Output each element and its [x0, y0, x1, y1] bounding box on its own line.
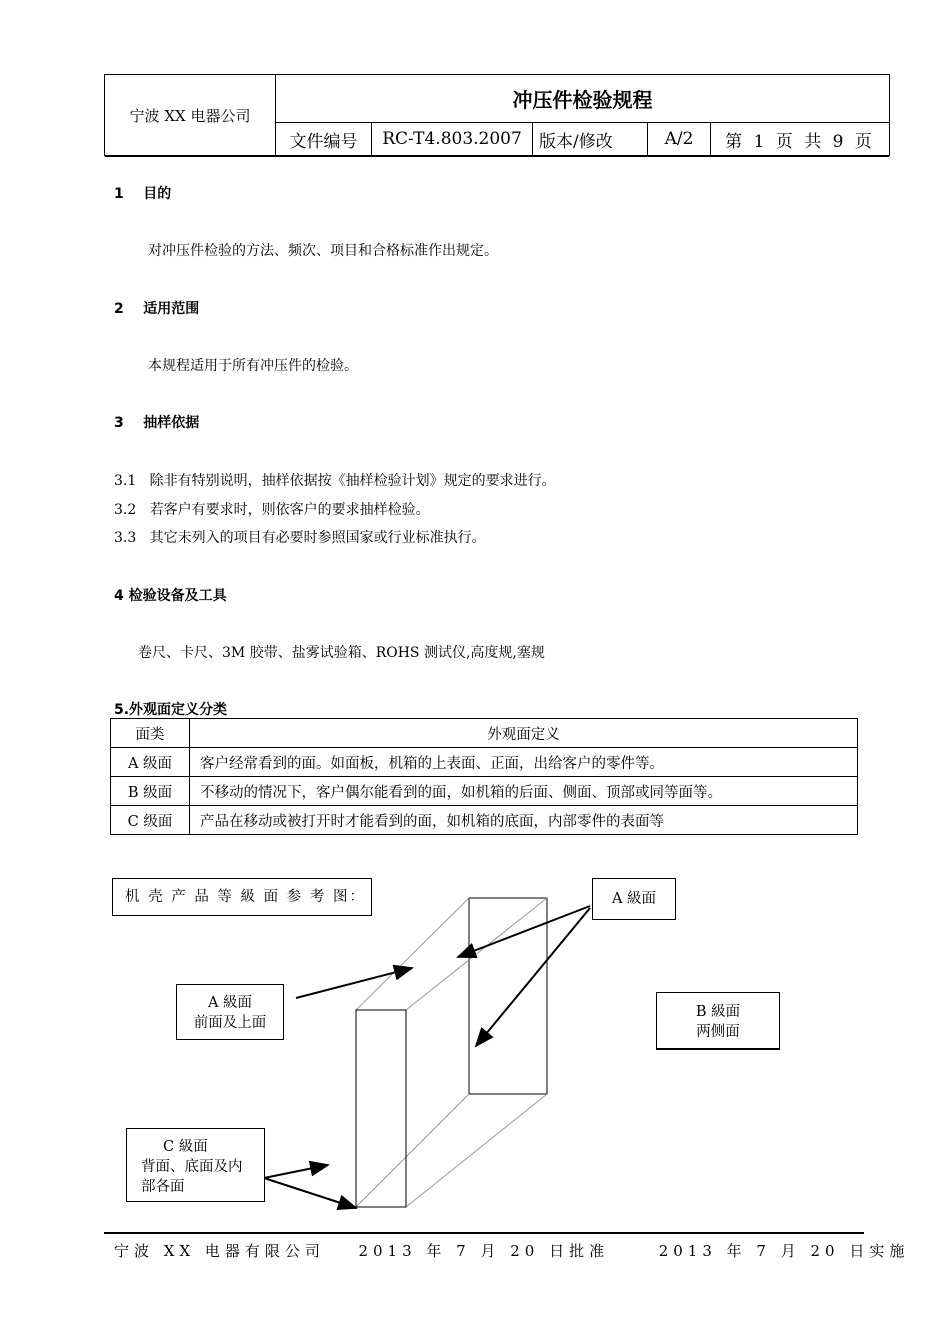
label-a-front	[176, 984, 284, 1040]
version: A/2	[648, 123, 711, 155]
table-cell: C 级面	[111, 806, 190, 835]
page-title: 冲压件检验规程	[276, 75, 889, 123]
section-1-num: 1	[114, 186, 124, 202]
footer-company: 宁波 XX 电器有限公司	[114, 1242, 325, 1260]
section-3-title: 抽样依据	[143, 415, 200, 431]
label-c	[126, 1128, 265, 1202]
footer-rule	[104, 1232, 864, 1234]
label-c-line1: C 級面	[163, 1139, 208, 1155]
item-num: 3.1	[114, 473, 137, 489]
item-text: 若客户有要求时，则依客户的要求抽样检验。	[149, 502, 430, 518]
label-a-front-line2: 前面及上面	[193, 1015, 267, 1031]
box-edges	[356, 898, 547, 1207]
item-num: 3.2	[114, 502, 137, 518]
item-text: 其它未列入的项目有必要时参照国家或行业标准执行。	[149, 530, 486, 546]
section-3-num: 3	[114, 415, 124, 431]
label-b	[656, 992, 780, 1050]
label-c-line2: 背面、底面及内	[141, 1159, 243, 1175]
section-1-text: 对冲压件检验的方法、频次、项目和合格标准作出规定。	[148, 243, 498, 259]
label-b-line1: B 級面	[695, 1004, 741, 1020]
doc-no-label: 文件编号	[276, 123, 372, 155]
label-c-line3: 部各面	[141, 1179, 185, 1195]
label-b-line2: 两侧面	[696, 1024, 740, 1040]
item-text: 除非有特别说明，抽样依据按《抽样检验计划》规定的要求进行。	[149, 473, 556, 489]
section-2-text: 本规程适用于所有冲压件的检验。	[148, 358, 358, 374]
item-num: 3.3	[114, 530, 137, 546]
label-a-top: A 級面	[592, 878, 676, 920]
table-cell: 客户经常看到的面。如面板，机箱的上表面、正面，出给客户的零件等。	[190, 748, 858, 777]
footer-approve: 2013 年 7 月 20 日批准	[358, 1242, 610, 1260]
table-cell: 不移动的情况下，客户偶尔能看到的面，如机箱的后面、侧面、顶部或同等面等。	[190, 777, 858, 806]
footer-implement: 2013 年 7 月 20 日实施	[658, 1242, 910, 1260]
page-info: 第 1 页 共 9 页	[725, 131, 875, 152]
front-face	[356, 1010, 406, 1207]
arrows	[264, 906, 590, 1208]
section-4-text: 卷尺、卡尺、3M 胶带、盐雾试验箱、ROHS 测试仪,高度规,塞规	[138, 645, 545, 661]
table-cell: 产品在移动或被打开时才能看到的面，如机箱的底面，内部零件的表面等	[190, 806, 858, 835]
version-label: 版本/修改	[533, 123, 648, 155]
table-header-cell: 外观面定义	[190, 719, 858, 748]
footer	[114, 1240, 909, 1261]
section-4-heading: 4 检验设备及工具	[114, 588, 227, 604]
section-2-num: 2	[114, 301, 124, 317]
table-cell: B 级面	[111, 777, 190, 806]
doc-no: RC-T4.803.2007	[372, 123, 533, 155]
diagram-caption: 机 壳 产 品 等 級 面 参 考 图：	[112, 878, 372, 916]
label-a-front-line1: A 級面	[207, 995, 253, 1011]
table-cell: A 级面	[111, 748, 190, 777]
table-header-cell: 面类	[111, 719, 190, 748]
company-name: 宁波 XX 电器公司	[105, 75, 276, 155]
section-2-title: 适用范围	[143, 301, 200, 317]
section-1-title: 目的	[143, 186, 172, 202]
section-5-heading: 5.外观面定义分类	[114, 702, 228, 718]
